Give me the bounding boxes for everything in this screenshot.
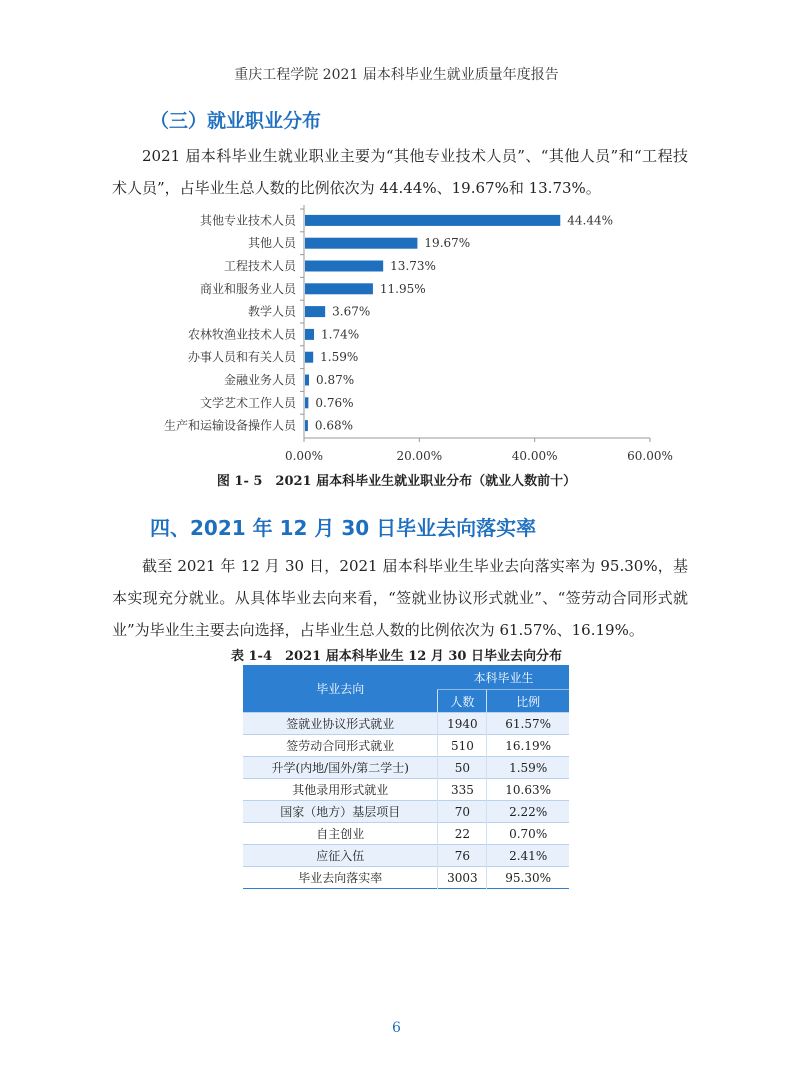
row-label: 其他录用形式就业: [243, 779, 438, 801]
data-label: 19.67%: [424, 236, 471, 251]
row-label: 签劳动合同形式就业: [243, 735, 438, 757]
category-label: 其他专业技术人员: [199, 213, 296, 228]
table-row: [243, 735, 569, 757]
table-row: [243, 801, 569, 823]
row-ratio: 2.22%: [487, 801, 569, 823]
bar: [305, 329, 314, 340]
category-label: 商业和服务业人员: [199, 281, 296, 296]
table-row: [243, 779, 569, 801]
data-label: 3.67%: [332, 304, 371, 319]
bar: [305, 238, 417, 249]
bar: [305, 215, 560, 226]
row-label: 升学(内地/国外/第二学士): [243, 757, 438, 779]
row-count: 50: [438, 757, 487, 779]
bar: [305, 420, 308, 431]
row-ratio: 1.59%: [487, 757, 569, 779]
row-ratio: 0.70%: [487, 823, 569, 845]
bar: [305, 352, 313, 363]
section-title-occupation: （三）就业职业分布: [150, 110, 322, 132]
row-label: 自主创业: [243, 823, 438, 845]
row-count: 76: [438, 845, 487, 867]
bar: [305, 375, 309, 386]
bar: [305, 283, 373, 294]
data-label: 1.59%: [320, 350, 359, 365]
header-count: 人数: [438, 690, 487, 713]
header-ratio: 比例: [487, 690, 569, 713]
data-label: 1.74%: [321, 327, 360, 342]
table-caption: 表 1-4 2021 届本科毕业生 12 月 30 日毕业去向分布: [230, 649, 562, 664]
data-label: 0.87%: [316, 373, 355, 387]
destination-table: [243, 665, 569, 889]
category-label: 文学艺术工作人员: [199, 395, 296, 410]
row-ratio: 10.63%: [487, 779, 569, 801]
page-header: 重庆工程学院 2021 届本科毕业生就业质量年度报告: [234, 67, 559, 83]
header-destination: 毕业去向: [243, 665, 438, 713]
occupation-bar-chart: [0, 200, 793, 470]
section-title-destination: 四、2021 年 12 月 30 日毕业去向落实率: [150, 516, 537, 540]
row-ratio: 61.57%: [487, 713, 569, 735]
paragraph-destination: 截至 2021 年 12 月 30 日，2021 届本科毕业生毕业去向落实率为 95.30%，基本实现充分就业。从具体毕业去向来看，“签就业协议形式就业”、“签劳动合同形式就业”为毕业生主要去向选择，占毕业生总人数的比例依次为 61.57%、16.19%。: [112, 557, 688, 639]
x-tick-label: 20.00%: [396, 449, 443, 463]
table-row: [243, 713, 569, 735]
row-label: 毕业去向落实率: [243, 867, 438, 889]
row-label: 应征入伍: [243, 845, 438, 867]
paragraph-occupation: 2021 届本科毕业生就业职业主要为“其他专业技术人员”、“其他人员”和“工程技术人员”，占毕业生总人数的比例依次为 44.44%、19.67%和 13.73%。: [112, 147, 688, 197]
table-row: [243, 867, 569, 889]
row-ratio: 2.41%: [487, 845, 569, 867]
row-label: 签就业协议形式就业: [243, 713, 438, 735]
table-row: [243, 757, 569, 779]
x-tick-label: 40.00%: [511, 449, 558, 463]
row-count: 510: [438, 735, 487, 757]
bar: [305, 261, 383, 272]
figure-caption: 图 1- 5 2021 届本科毕业生就业职业分布（就业人数前十）: [216, 474, 577, 489]
data-label: 11.95%: [379, 281, 426, 296]
bar: [305, 397, 308, 408]
row-ratio: 16.19%: [487, 735, 569, 757]
table-row: [243, 845, 569, 867]
x-tick-label: 0.00%: [284, 449, 324, 463]
row-count: 335: [438, 779, 487, 801]
row-count: 3003: [438, 867, 487, 889]
row-count: 70: [438, 801, 487, 823]
category-label: 生产和运输设备操作人员: [163, 418, 296, 433]
category-label: 其他人员: [247, 236, 296, 251]
category-label: 办事人员和有关人员: [187, 350, 296, 365]
category-label: 农林牧渔业技术人员: [187, 327, 296, 342]
category-label: 金融业务人员: [223, 373, 296, 387]
data-label: 13.73%: [390, 259, 436, 273]
header-group: 本科毕业生: [438, 665, 569, 690]
row-count: 22: [438, 823, 487, 845]
data-label: 0.76%: [315, 395, 354, 410]
data-label: 0.68%: [314, 418, 354, 433]
row-ratio: 95.30%: [487, 867, 569, 889]
data-label: 44.44%: [567, 213, 614, 228]
page-number: 6: [392, 1020, 401, 1036]
category-label: 工程技术人员: [223, 259, 296, 273]
row-label: 国家（地方）基层项目: [243, 801, 438, 823]
x-tick-label: 60.00%: [627, 449, 673, 463]
category-label: 教学人员: [247, 304, 296, 319]
table-row: [243, 823, 569, 845]
row-count: 1940: [438, 713, 487, 735]
bar: [305, 306, 325, 317]
